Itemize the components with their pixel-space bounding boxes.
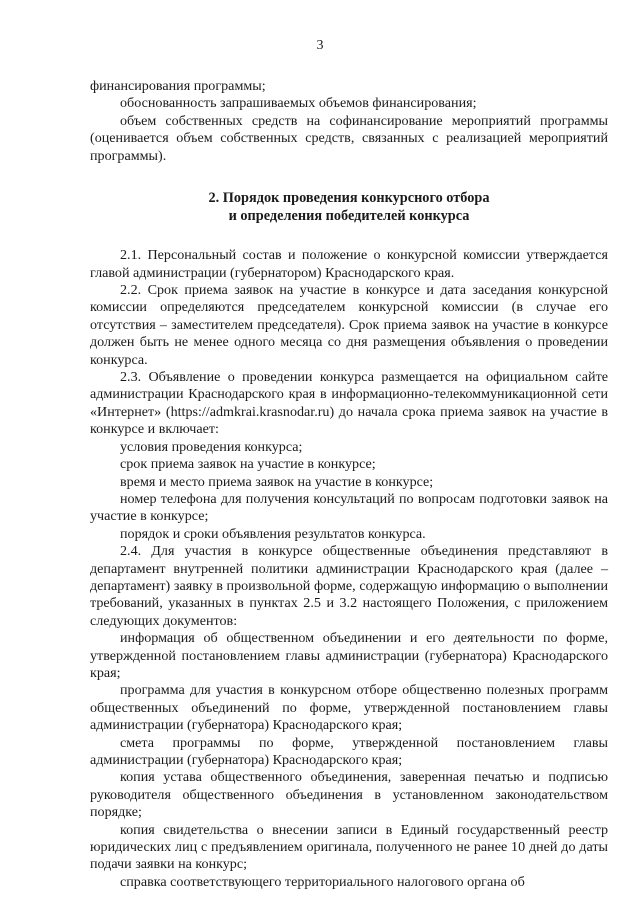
document-item-tax-certificate: справка соответствующего территориального налогового органа об (120, 873, 525, 890)
document-item-charter-copy: копия устава общественного объединения, заверенная печатью и подписью руководителя общественного объединения в установленном законодательством порядке; (90, 769, 608, 821)
list-item-competition-conditions: условия проведения конкурса; (120, 438, 303, 455)
section-heading (90, 190, 608, 225)
clause-2-4: 2.4. Для участия в конкурсе общественные объединения представляют в департамент внутренней политики администрации Краснодарского края (далее – департамент) заявку в произвольной форме, содержащую информацию о выполнении требований, указанных в пунктах 2.5 и 3.2 настоящего Положения, с приложением следующих документов: (90, 543, 608, 629)
clause-2-3: 2.3. Объявление о проведении конкурса размещается на официальном сайте администрации Краснодарского края в информационно-телекоммуникационной сети «Интернет» (https://admkrai.krasnodar.ru) до начала срока приема заявок на участие в конкурсе и включает: (90, 369, 608, 438)
list-item-application-time-place: время и место приема заявок на участие в конкурсе; (120, 473, 434, 490)
section-heading-line-2: и определения победителей конкурса (228, 207, 470, 224)
clause-2-2: 2.2. Срок приема заявок на участие в конкурсе и дата заседания конкурсной комиссии определяются председателем конкурсной комиссии (в случае его отсутствия – заместителем председателя). Срок приема заявок на участие в конкурсе должен быть не менее одного месяца со дня размещения объявления о проведении конкурса. (90, 282, 608, 368)
paragraph-program-financing: финансирования программы; (90, 78, 266, 94)
clause-2-1: 2.1. Персональный состав и положение о конкурсной комиссии утверждается главой администрации (губернатором) Краснодарского края. (90, 247, 608, 281)
document-item-registry-certificate: копия свидетельства о внесении записи в Единый государственный реестр юридических лиц с предъявлением оригинала, полученного не ранее 10 дней до даты подачи заявки на конкурс; (90, 821, 608, 873)
list-item-consultation-phone: номер телефона для получения консультаций по вопросам подготовки заявок на участие в конкурсе; (90, 490, 608, 525)
paragraph-financing-justification: обоснованность запрашиваемых объемов финансирования; (120, 95, 477, 112)
document-body (90, 78, 608, 891)
list-item-results-announcement: порядок и сроки объявления результатов конкурса. (120, 525, 426, 542)
list-item-application-period: срок приема заявок на участие в конкурсе; (120, 456, 376, 473)
document-item-program: программа для участия в конкурсном отборе общественно полезных программ общественных объединений по форме, утвержденной постановлением главы администрации (губернатора) Краснодарского края; (90, 682, 608, 734)
paragraph-own-funds: объем собственных средств на софинансирование мероприятий программы (оценивается объем собственных средств, связанных с реализацией мероприятий программы). (90, 112, 608, 164)
document-item-organization-info: информация об общественном объединении и его деятельности по форме, утвержденной постановлением главы администрации (губернатора) Краснодарского края; (90, 630, 608, 681)
page-number: 3 (316, 38, 324, 53)
document-item-budget: смета программы по форме, утвержденной постановлением главы администрации (губернатора) Краснодарского края; (90, 734, 608, 768)
section-heading-line-1: 2. Порядок проведения конкурсного отбора (208, 190, 490, 207)
